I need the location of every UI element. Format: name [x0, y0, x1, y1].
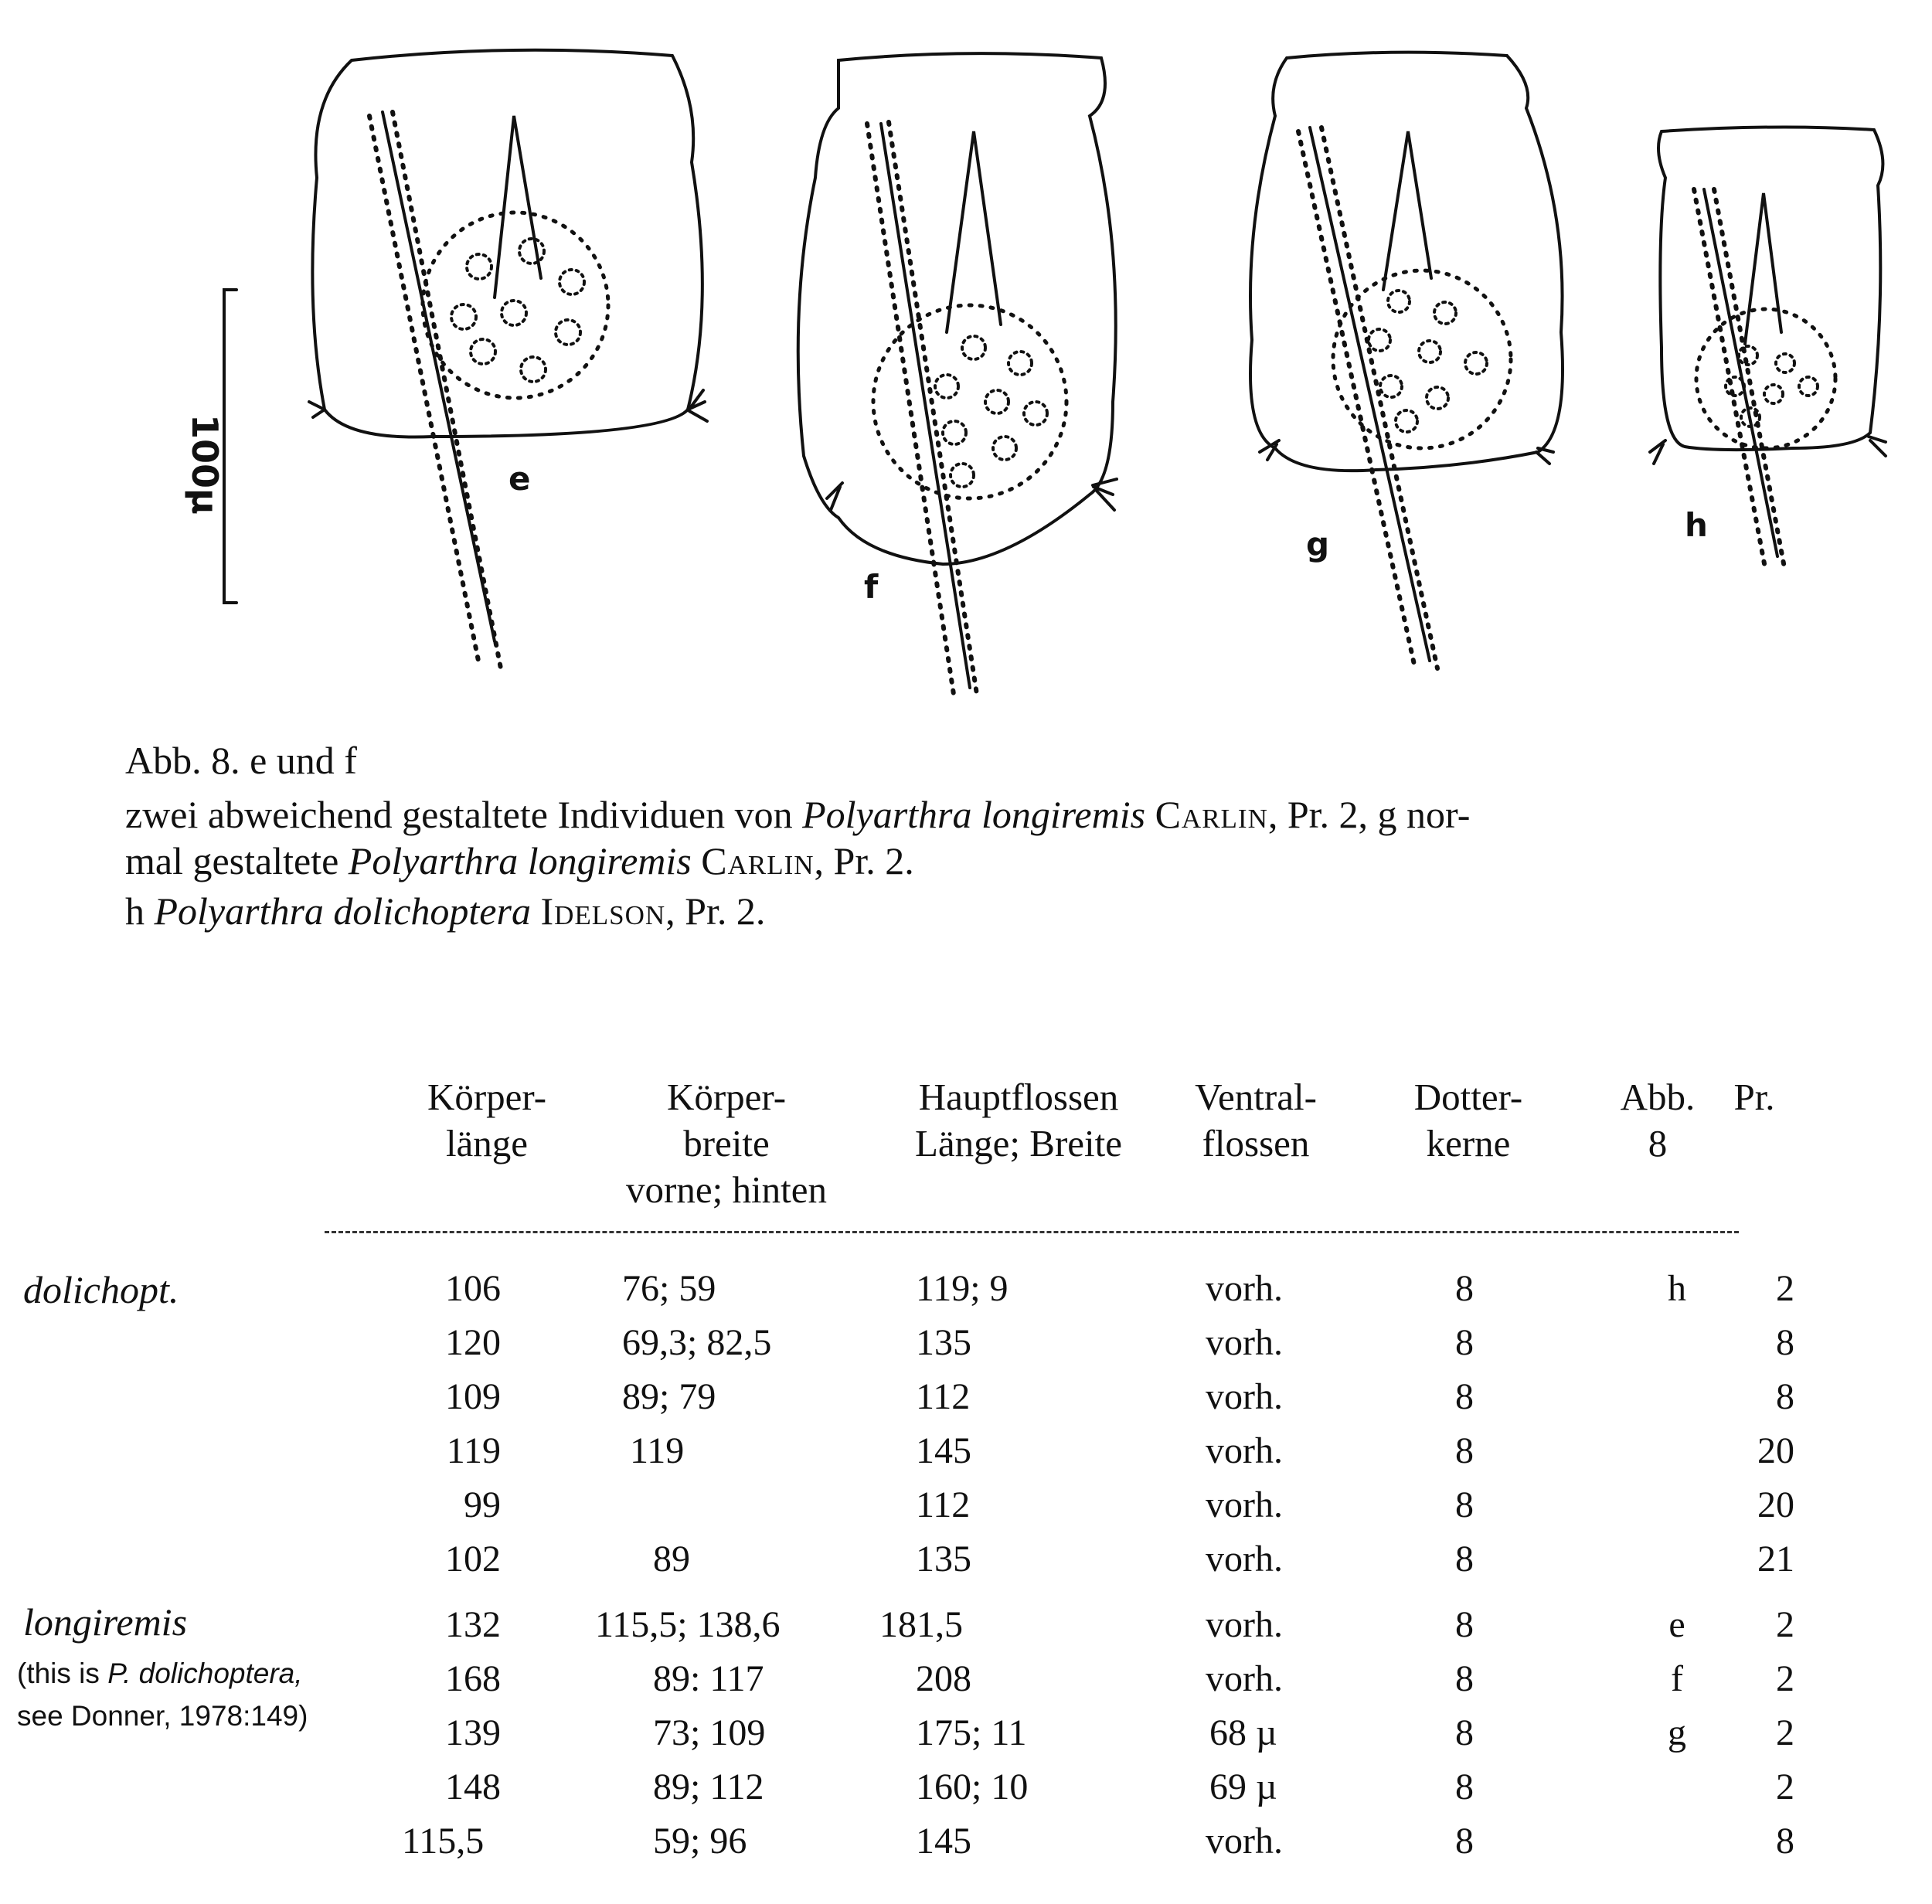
panel-label-f: f [864, 568, 879, 606]
cell-ventral: 69 µ [1209, 1766, 1277, 1807]
cell-ventral: vorh. [1206, 1322, 1283, 1363]
figure-svg [0, 0, 1932, 742]
header-koerperbreite [595, 1074, 858, 1213]
table-row [0, 1658, 1932, 1704]
cell-ventral: vorh. [1206, 1430, 1283, 1471]
cell-haupt: 135 [916, 1322, 971, 1363]
header-line: länge [445, 1122, 529, 1164]
cell-dotter: 8 [1455, 1604, 1474, 1645]
header-hauptflossen [879, 1074, 1158, 1167]
table-row [0, 1321, 1932, 1368]
table-row [0, 1484, 1932, 1530]
header-pr [1719, 1074, 1789, 1120]
caption-text: , Pr. 2. [665, 889, 766, 933]
caption-text: zwei abweichend gestaltete Individuen von [125, 793, 803, 836]
cell-laenge: 168 [445, 1658, 501, 1699]
cell-pr: 2 [1776, 1712, 1794, 1753]
table-row [0, 1538, 1932, 1584]
caption-species: Polyarthra dolichoptera [154, 889, 531, 933]
cell-laenge: 99 [464, 1484, 501, 1525]
cell-haupt: 135 [916, 1538, 971, 1579]
cell-dotter: 8 [1455, 1430, 1474, 1471]
cell-ventral: vorh. [1206, 1538, 1283, 1579]
caption-line-4 [125, 889, 765, 933]
cell-dotter: 8 [1455, 1484, 1474, 1525]
table-row [0, 1430, 1932, 1476]
cell-laenge: 119 [446, 1430, 501, 1471]
cell-laenge: 102 [445, 1538, 501, 1579]
cell-pr: 21 [1757, 1538, 1794, 1579]
cell-pr: 20 [1757, 1484, 1794, 1525]
panel-h-drawing [1650, 127, 1886, 572]
table-row [0, 1375, 1932, 1422]
cell-dotter: 8 [1455, 1712, 1474, 1753]
cell-dotter: 8 [1455, 1658, 1474, 1699]
cell-haupt: 160; 10 [916, 1766, 1029, 1807]
cell-haupt: 145 [916, 1430, 971, 1471]
cell-breite: 89: 117 [653, 1658, 764, 1699]
caption-line-1: Abb. 8. e und f [125, 739, 357, 782]
cell-ventral: vorh. [1206, 1268, 1283, 1309]
panel-g-drawing [1250, 53, 1563, 668]
header-line: flossen [1202, 1122, 1310, 1164]
caption-line-2 [125, 792, 1470, 837]
panel-label-h: h [1685, 506, 1708, 544]
table-row [0, 1267, 1932, 1314]
cell-laenge: 109 [445, 1376, 501, 1417]
note-text: (this is [17, 1658, 108, 1689]
cell-haupt: 112 [916, 1484, 971, 1525]
caption-line-3 [125, 838, 914, 883]
cell-breite: 89; 79 [622, 1376, 716, 1417]
caption-author: Idelson [540, 889, 666, 933]
species-longiremis: longiremis [23, 1600, 188, 1644]
table-row [0, 1603, 1932, 1650]
cell-pr: 2 [1776, 1766, 1794, 1807]
header-line: Dotter- [1413, 1076, 1523, 1118]
header-ventralflossen [1163, 1074, 1349, 1167]
caption-text: , Pr. 2. [814, 839, 914, 882]
figure-drawings [0, 0, 1932, 742]
header-line: Pr. [1733, 1076, 1775, 1118]
scale-label: 100µ [184, 414, 226, 515]
caption-author: Carlin [1155, 793, 1268, 836]
cell-ventral: vorh. [1206, 1376, 1283, 1417]
header-dotterkerne [1383, 1074, 1553, 1167]
cell-pr: 8 [1776, 1322, 1794, 1363]
cell-breite: 119 [630, 1430, 685, 1471]
header-line: Hauptflossen [918, 1076, 1119, 1118]
cell-breite: 89 [653, 1538, 690, 1579]
cell-breite: 59; 96 [653, 1821, 747, 1862]
panel-f-drawing [798, 53, 1117, 699]
caption-text: h [125, 889, 155, 933]
panel-label-e: e [509, 460, 531, 498]
caption-text: mal gestaltete [125, 839, 349, 882]
cell-pr: 2 [1776, 1268, 1794, 1309]
cell-ventral: vorh. [1206, 1484, 1283, 1525]
panel-e-drawing [309, 50, 707, 668]
cell-breite: 73; 109 [653, 1712, 766, 1753]
header-line: Abb. [1620, 1076, 1696, 1118]
header-line: 8 [1648, 1122, 1668, 1164]
panel-label-g: g [1306, 525, 1330, 563]
header-line: Körper- [666, 1076, 787, 1118]
cell-breite: 115,5; 138,6 [595, 1604, 781, 1645]
cell-laenge: 120 [445, 1322, 501, 1363]
species-dolichopt: dolichopt. [23, 1268, 179, 1311]
cell-dotter: 8 [1455, 1376, 1474, 1417]
header-abb [1604, 1074, 1712, 1167]
header-line: vorne; hinten [626, 1168, 827, 1211]
note-species: P. dolichoptera, [107, 1658, 303, 1689]
header-koerperlaenge [402, 1074, 572, 1167]
cell-dotter: 8 [1455, 1821, 1474, 1862]
cell-ventral: vorh. [1206, 1821, 1283, 1862]
cell-breite: 69,3; 82,5 [622, 1322, 772, 1363]
header-line: breite [683, 1122, 770, 1164]
cell-haupt: 208 [916, 1658, 971, 1699]
header-rule [325, 1231, 1739, 1233]
table-row [0, 1712, 1932, 1758]
cell-abb: f [1671, 1658, 1683, 1699]
cell-breite: 76; 59 [622, 1268, 716, 1309]
cell-pr: 2 [1776, 1604, 1794, 1645]
cell-laenge: 115,5 [402, 1821, 485, 1862]
cell-laenge: 106 [445, 1268, 501, 1309]
table-row [0, 1820, 1932, 1866]
scale-bar [224, 290, 236, 603]
cell-ventral: vorh. [1206, 1658, 1283, 1699]
cell-laenge: 139 [445, 1712, 501, 1753]
cell-haupt: 145 [916, 1821, 971, 1862]
cell-abb: h [1668, 1268, 1686, 1309]
cell-pr: 8 [1776, 1821, 1794, 1862]
header-line: Körper- [427, 1076, 547, 1118]
cell-abb: e [1668, 1604, 1685, 1645]
cell-dotter: 8 [1455, 1322, 1474, 1363]
cell-haupt: 181,5 [879, 1604, 963, 1645]
cell-laenge: 132 [445, 1604, 501, 1645]
caption-species: Polyarthra longiremis [802, 793, 1146, 836]
cell-abb: g [1668, 1712, 1686, 1753]
cell-ventral: 68 µ [1209, 1712, 1277, 1753]
header-line: Länge; Breite [914, 1122, 1123, 1164]
cell-dotter: 8 [1455, 1538, 1474, 1579]
table-row [0, 1766, 1932, 1812]
caption-author: Carlin [701, 839, 815, 882]
header-line: kerne [1426, 1122, 1511, 1164]
cell-haupt: 175; 11 [916, 1712, 1027, 1753]
caption-text: , Pr. 2, g nor- [1267, 793, 1471, 836]
header-line: Ventral- [1195, 1076, 1317, 1118]
cell-haupt: 119; 9 [916, 1268, 1009, 1309]
cell-pr: 20 [1757, 1430, 1794, 1471]
species-note-line-2: see Donner, 1978:149) [17, 1700, 308, 1732]
cell-haupt: 112 [916, 1376, 971, 1417]
cell-breite: 89; 112 [653, 1766, 764, 1807]
caption-species: Polyarthra longiremis [348, 839, 692, 882]
cell-pr: 8 [1776, 1376, 1794, 1417]
cell-dotter: 8 [1455, 1268, 1474, 1309]
cell-pr: 2 [1776, 1658, 1794, 1699]
cell-dotter: 8 [1455, 1766, 1474, 1807]
cell-ventral: vorh. [1206, 1604, 1283, 1645]
cell-laenge: 148 [445, 1766, 501, 1807]
